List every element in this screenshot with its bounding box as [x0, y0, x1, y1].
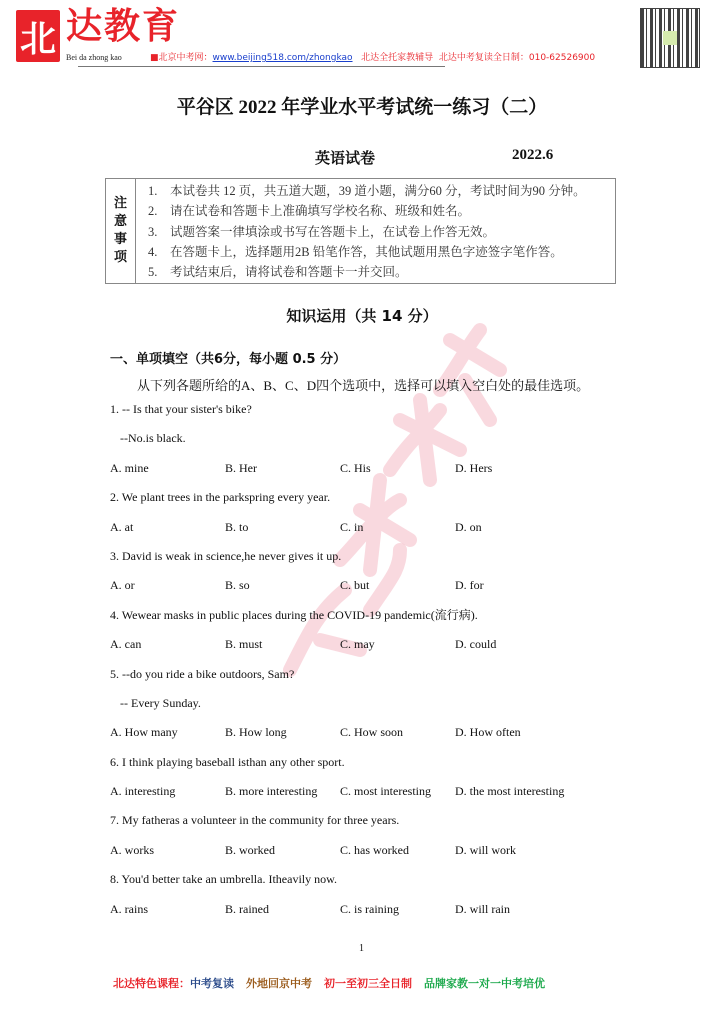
notice-label — [106, 179, 136, 283]
logo-subtitle: Bei da zhong kao — [66, 53, 122, 62]
notice-item — [148, 201, 586, 221]
site-label: ■北京中考网： — [150, 53, 213, 63]
option-b: B. to — [225, 519, 249, 534]
option-d: D. for — [455, 578, 484, 593]
item-text: 考试结束后，请将试卷和答题卡一并交回。 — [170, 265, 408, 280]
logo-mark: 北 — [16, 10, 60, 62]
question-stem: 5. --do you ride a bike outdoors, Sam? — [110, 666, 295, 681]
option-b: B. How long — [225, 725, 287, 740]
option-a: A. interesting — [110, 784, 176, 799]
option-row — [110, 836, 630, 865]
notice-item — [148, 222, 586, 242]
option-b: B. worked — [225, 842, 275, 857]
item-text: 请在试卷和答题卡上准确填写学校名称、班级和姓名。 — [170, 204, 471, 219]
question-3 — [110, 542, 630, 601]
question-stem: 7. My fatheras a volunteer in the community for three years. — [110, 813, 400, 828]
exam-date: 2022.6 — [512, 147, 554, 163]
option-b: B. more interesting — [225, 784, 318, 799]
option-d: D. will rain — [455, 901, 510, 916]
option-a: A. can — [110, 637, 142, 652]
question-stem: 2. We plant trees in the parkspring every year. — [110, 490, 331, 505]
option-d: D. on — [455, 519, 482, 534]
notice-item — [148, 242, 586, 262]
question-4 — [110, 601, 630, 660]
option-d: D. will work — [455, 842, 516, 857]
option-d: D. Hers — [455, 460, 493, 475]
option-b: B. so — [225, 578, 250, 593]
option-a: A. at — [110, 519, 134, 534]
option-row — [110, 718, 630, 747]
option-row — [110, 777, 630, 806]
subject-title: 英语试卷 — [315, 149, 376, 167]
option-c: C. in — [340, 519, 364, 534]
option-a: A. or — [110, 578, 135, 593]
question-reply: -- Every Sunday. — [120, 695, 201, 710]
option-c: C. is raining — [340, 901, 399, 916]
item-number: 4. — [148, 244, 158, 259]
footer-item: 品牌家教一对一中考培优 — [424, 977, 545, 990]
header-divider — [78, 66, 445, 67]
item-number: 1. — [148, 184, 158, 198]
instruction: 从下列各题所给的A、B、C、D四个选项中，选择可以填入空白处的最佳选项。 — [137, 378, 590, 393]
option-c: C. may — [340, 637, 375, 652]
item-text: 在答题卡上，选择题用2B 铅笔作答，其他试题用黑色字迹签字笔作答。 — [170, 244, 563, 259]
option-row — [110, 454, 630, 483]
question-stem: 3. David is weak in science,he never gives it up. — [110, 548, 342, 563]
option-c: C. How soon — [340, 725, 404, 740]
option-c: C. has worked — [340, 842, 409, 857]
option-b: B. must — [225, 637, 263, 652]
option-d: D. could — [455, 637, 497, 652]
question-7 — [110, 806, 630, 865]
option-row — [110, 630, 630, 659]
option-a: A. works — [110, 842, 154, 857]
site-link[interactable]: www.beijing518.com/zhongkao — [212, 53, 353, 63]
item-number: 2. — [148, 204, 158, 219]
question-reply: --No.is black. — [120, 431, 186, 446]
logo-text: 达教育 — [66, 5, 181, 47]
item-text: 本试卷共 12 页，共五道大题，39 道小题，满分60 分，考试时间为90 分钟。 — [170, 184, 586, 198]
notice-label-char: 注 — [113, 196, 127, 211]
notice-label-char: 事 — [113, 232, 127, 247]
item-text: 试题答案一律填涂或书写在答题卡上，在试卷上作答无效。 — [170, 224, 496, 239]
question-stem: 6. I think playing baseball isthan any other sport. — [110, 754, 345, 769]
footer-item: 中考复读 — [190, 977, 234, 990]
item-number: 5. — [148, 265, 158, 280]
item-number: 3. — [148, 224, 158, 239]
page-title: 平谷区 2022 年学业水平考试统一练习（二） — [176, 97, 548, 118]
footer-item: 初一至初三全日制 — [324, 977, 412, 990]
notice-box — [105, 178, 616, 284]
notice-list — [136, 179, 586, 283]
option-d: D. How often — [455, 725, 521, 740]
notice-item — [148, 262, 586, 282]
page-number: 1 — [359, 943, 364, 954]
notice-label-char: 项 — [113, 250, 127, 265]
option-b: B. rained — [225, 901, 269, 916]
question-stem: 4. Wewear masks in public places during the COVID-19 pandemic(流行病). — [110, 607, 478, 622]
question-stem: 8. You'd better take an umbrella. Itheavily now. — [110, 872, 337, 887]
option-row — [110, 895, 630, 924]
question-1 — [110, 395, 630, 483]
option-c: C. most interesting — [340, 784, 431, 799]
question-8 — [110, 865, 630, 924]
header-ad-line — [150, 53, 595, 64]
question-list — [110, 395, 630, 924]
option-a: A. How many — [110, 725, 178, 740]
option-row — [110, 571, 630, 600]
footer-ad — [113, 975, 557, 991]
section-title: 知识运用（共 14 分） — [286, 307, 438, 325]
notice-item — [148, 181, 586, 201]
option-c: C. but — [340, 578, 370, 593]
option-a: A. mine — [110, 460, 149, 475]
footer-item: 外地回京中考 — [246, 977, 312, 990]
option-a: A. rains — [110, 901, 148, 916]
question-2 — [110, 483, 630, 542]
option-d: D. the most interesting — [455, 784, 565, 799]
option-row — [110, 513, 630, 542]
part-title: 一、单项填空（共6分，每小题 0.5 分） — [110, 352, 347, 367]
ad-phone: 北达中考复读全日制：010-62526900 — [438, 53, 596, 63]
question-6 — [110, 748, 630, 807]
option-b: B. Her — [225, 460, 257, 475]
notice-label-char: 意 — [113, 214, 127, 229]
qr-code-icon — [640, 8, 700, 68]
question-stem: 1. -- Is that your sister's bike? — [110, 402, 252, 416]
option-c: C. His — [340, 460, 371, 475]
question-5 — [110, 660, 630, 748]
ad-tutoring: 北达全托家教辅导 — [361, 53, 434, 63]
footer-label: 北达特色课程： — [113, 977, 190, 990]
